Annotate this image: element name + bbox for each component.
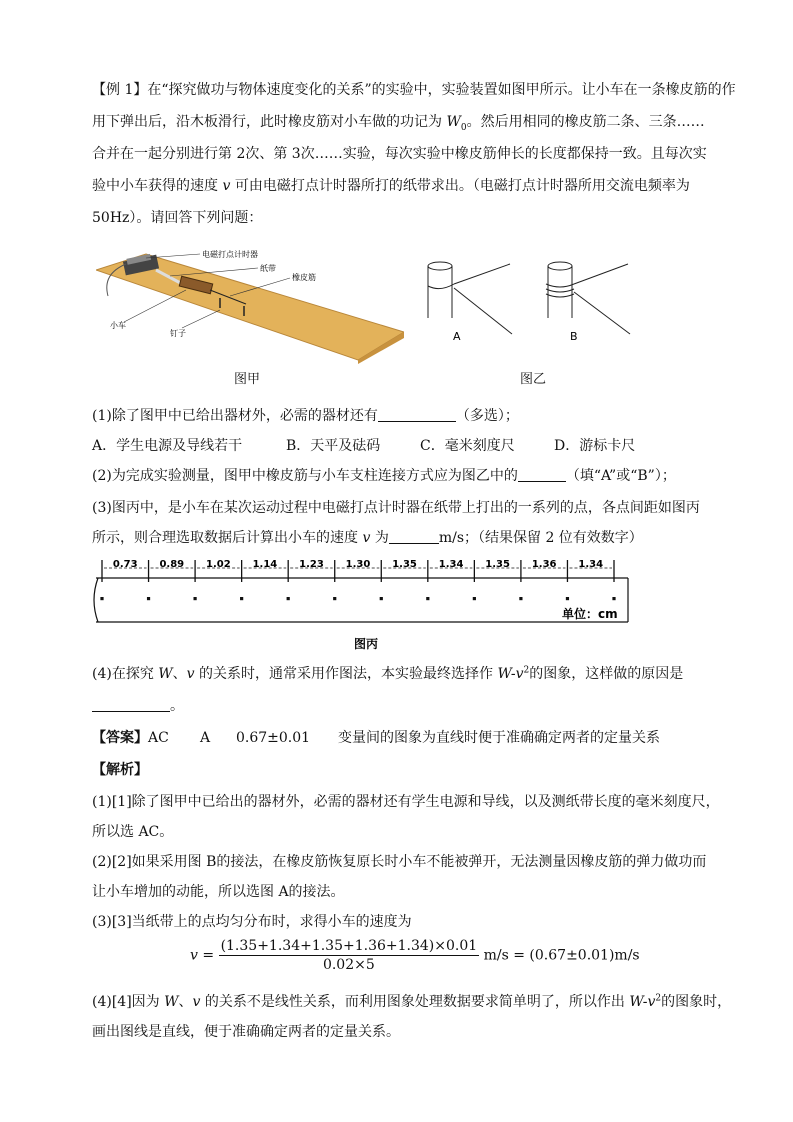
question-2 bbox=[92, 466, 676, 486]
text: 的关系不是线性关系，而利用图象处理数据要求简单明了，所以作出 bbox=[200, 994, 630, 1010]
leader-nail bbox=[182, 310, 220, 328]
tape-dot bbox=[612, 597, 615, 600]
band-b-wrap-1 bbox=[546, 284, 574, 287]
example-line-4 bbox=[92, 176, 690, 196]
analysis-1b: 所以选 AC。 bbox=[92, 824, 174, 840]
text: （多选）； bbox=[455, 408, 519, 424]
label-a: A bbox=[453, 330, 461, 343]
tape-dot bbox=[473, 597, 476, 600]
var-v: v bbox=[362, 530, 371, 546]
label-b: B bbox=[570, 330, 578, 343]
band-b-wrap-3 bbox=[546, 294, 574, 297]
tape-segment-label: 1.36 bbox=[531, 559, 557, 570]
tape-dot bbox=[193, 597, 196, 600]
answer-line bbox=[92, 728, 660, 748]
band-a-upper bbox=[454, 264, 510, 284]
tape-left-tear bbox=[94, 578, 98, 622]
tape-unit: 单位：cm bbox=[562, 607, 618, 621]
text: 所示，则合理选取数据后计算出小车的速度 bbox=[92, 530, 363, 546]
text: 用下弹出后，沿木板滑行，此时橡皮筋对小车做的功记为 bbox=[92, 114, 447, 130]
example-line-5: 50Hz）。请回答下列问题： bbox=[92, 210, 263, 226]
question-1-options bbox=[92, 436, 635, 456]
analysis-3: (3)[3]当纸带上的点均匀分布时，求得小车的速度为 bbox=[92, 914, 412, 930]
question-3-line-1: (3)图丙中，是小车在某次运动过程中电磁打点计时器在纸带上打出的一系列的点，各点间距如图丙 bbox=[92, 500, 700, 516]
denominator: 0.02×5 bbox=[322, 957, 375, 973]
example-line-3: 合并在一起分别进行第 2次、第 3次……实验，每次实验中橡皮筋伸长的长度都保持一致。且每次实 bbox=[92, 146, 707, 162]
figure-connection bbox=[420, 256, 632, 346]
answer-blank-3[interactable] bbox=[389, 529, 439, 544]
answer-label: 【答案】 bbox=[92, 730, 148, 746]
text: 验中小车获得的速度 bbox=[92, 178, 223, 194]
label-rubber: 橡皮筋 bbox=[292, 273, 316, 282]
analysis-2b: 让小车增加的动能，所以选图 A的接法。 bbox=[92, 884, 345, 900]
equals: = bbox=[202, 947, 215, 964]
superscript: 2 bbox=[655, 993, 662, 1004]
var-wv: W-v bbox=[629, 994, 656, 1010]
text: 的图象，这样做的原因是 bbox=[529, 666, 684, 682]
answer-blank-1[interactable] bbox=[378, 407, 456, 422]
text: 。 bbox=[170, 698, 184, 714]
analysis-1: (1)[1]除了图甲中已给出的器材外，必需的器材还有学生电源和导线，以及测纸带长度的毫米刻度尺， bbox=[92, 794, 720, 810]
option-b: B．天平及砝码 bbox=[286, 438, 381, 454]
answer-blank-2[interactable] bbox=[518, 467, 566, 482]
superscript: 2 bbox=[523, 665, 530, 676]
tape-dot bbox=[240, 597, 243, 600]
label-car: 小车 bbox=[110, 321, 126, 330]
analysis-4 bbox=[92, 992, 731, 1012]
post-a-top bbox=[428, 262, 452, 270]
text: 。然后用相同的橡皮筋二条、三条…… bbox=[466, 114, 705, 130]
label-tape: 纸带 bbox=[260, 264, 276, 273]
tape-segment-label: 1.34 bbox=[578, 559, 604, 570]
tape-dot bbox=[147, 597, 150, 600]
answer-4: 变量间的图象为直线时便于准确确定两者的定量关系 bbox=[338, 730, 660, 746]
text: (4)[4]因为 bbox=[92, 994, 165, 1010]
figure-apparatus bbox=[96, 246, 404, 364]
tape-segment-label: 1.35 bbox=[485, 559, 510, 570]
text: (1)除了图甲中已给出器材外，必需的器材还有 bbox=[92, 408, 378, 424]
band-a-lower bbox=[454, 288, 512, 334]
tape-segment-label: 1.02 bbox=[206, 559, 231, 570]
text: 的关系时，通常采用作图法，本实验最终选择作 bbox=[194, 666, 498, 682]
var-v: v bbox=[192, 994, 201, 1010]
var-wv: W-v bbox=[497, 666, 524, 682]
example-line-2 bbox=[92, 112, 705, 132]
option-d: D．游标卡尺 bbox=[554, 438, 636, 454]
tape-dot bbox=[287, 597, 290, 600]
text: m/s；（结果保留 2 位有效数字） bbox=[438, 530, 643, 546]
text: 、 bbox=[178, 994, 193, 1010]
tape-dot bbox=[100, 597, 103, 600]
var-w: W bbox=[446, 114, 461, 130]
answer-blank-4[interactable] bbox=[92, 697, 170, 712]
question-1 bbox=[92, 406, 519, 426]
tape-dot bbox=[380, 597, 383, 600]
var-v: v bbox=[222, 178, 231, 194]
var-v: v bbox=[186, 666, 195, 682]
question-3-line-2 bbox=[92, 528, 643, 548]
text: 的图象时， bbox=[661, 994, 732, 1010]
velocity-formula bbox=[190, 938, 640, 973]
tape-dot bbox=[566, 597, 569, 600]
leader-car bbox=[124, 290, 186, 322]
analysis-label: 【解析】 bbox=[92, 762, 148, 778]
figure-paper-tape bbox=[92, 556, 632, 656]
answer-3: 0.67±0.01 bbox=[236, 730, 311, 746]
tape-caption: 图丙 bbox=[354, 637, 379, 651]
question-4-line-1 bbox=[92, 664, 683, 684]
text: 可由电磁打点计时器所打的纸带求出。（电磁打点计时器所用交流电频率为 bbox=[230, 178, 690, 194]
figure-jia-caption: 图甲 bbox=[234, 372, 261, 387]
tape-segment-label: 1.35 bbox=[392, 559, 417, 570]
var-w: W bbox=[164, 994, 179, 1010]
tape-dot bbox=[333, 597, 336, 600]
var-w: W bbox=[158, 666, 173, 682]
tape-segment-label: 1.34 bbox=[438, 559, 464, 570]
formula-tail: m/s = (0.67±0.01)m/s bbox=[483, 947, 640, 964]
text: （填“A”或“B”）； bbox=[565, 468, 676, 484]
question-4-line-2 bbox=[92, 696, 184, 716]
tape-dot bbox=[519, 597, 522, 600]
numerator: (1.35+1.34+1.35+1.36+1.34)×0.01 bbox=[220, 938, 478, 954]
analysis-2: (2)[2]如果采用图 B的接法，在橡皮筋恢复原长时小车不能被弹开，无法测量因橡皮筋的弹力做功而 bbox=[92, 854, 707, 870]
figure-yi-caption: 图乙 bbox=[520, 372, 547, 387]
var-v: v bbox=[190, 947, 198, 964]
band-b-lower bbox=[574, 292, 630, 334]
text: (2)为完成实验测量，图甲中橡皮筋与小车支柱连接方式应为图乙中的 bbox=[92, 468, 518, 484]
post-b-top bbox=[548, 262, 572, 270]
band-b-wrap-2 bbox=[546, 289, 574, 292]
tape-dot bbox=[426, 597, 429, 600]
answer-2: A bbox=[200, 730, 211, 746]
tape-segment-label: 1.14 bbox=[252, 559, 278, 570]
subscript: 0 bbox=[460, 122, 467, 133]
band-b-upper bbox=[574, 264, 628, 284]
band-a-loop bbox=[428, 284, 454, 289]
label-timer: 电磁打点计时器 bbox=[202, 250, 258, 259]
option-a: A．学生电源及导线若干 bbox=[92, 438, 243, 454]
tape-segment-label: 0.73 bbox=[112, 559, 138, 570]
text: 为 bbox=[370, 530, 389, 546]
example-line-1: 【例 1】在“探究做功与物体速度变化的关系”的实验中，实验装置如图甲所示。让小车在一条橡皮筋的作 bbox=[92, 82, 736, 98]
tape-segment-label: 1.23 bbox=[299, 559, 324, 570]
tape-segment-label: 0.89 bbox=[159, 559, 185, 570]
answer-1: AC bbox=[148, 730, 169, 746]
text: (4)在探究 bbox=[92, 666, 159, 682]
analysis-4b: 画出图线是直线，便于准确确定两者的定量关系。 bbox=[92, 1024, 400, 1040]
fraction bbox=[219, 938, 480, 973]
option-c: C．毫米刻度尺 bbox=[420, 438, 515, 454]
label-nail: 钉子 bbox=[170, 329, 186, 338]
text: 、 bbox=[172, 666, 187, 682]
tape-segment-label: 1.30 bbox=[345, 559, 371, 570]
